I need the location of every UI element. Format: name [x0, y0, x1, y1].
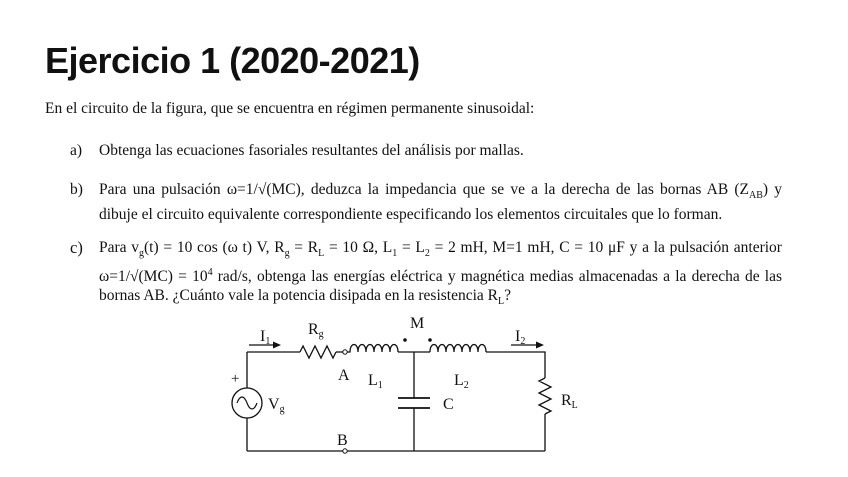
arrow-i1-icon [273, 342, 281, 349]
label-l2: L2 [454, 372, 469, 391]
question-a-label: a) [70, 142, 83, 159]
rg-resistor [300, 346, 336, 358]
label-rl: RL [561, 392, 578, 411]
label-b: B [337, 432, 348, 449]
question-c-text: Para $v_g(t) = 10$ cos (ω t) V, $R_g = R_L = 10$ Ω, $L_1 = L_2 = 2$ mH, M=1 mH, C = 10 μF y a la pulsación anterior $\omega=1/√(MC) = 10^4$ rad/s, obtenga las energías eléctrica y magnética medias almacenadas a la derecha de las bornas AB. ¿Cuánto vale la potencia disipada en la resistencia $R_L$? [99, 239, 782, 308]
rl-resistor [539, 378, 551, 414]
label-rg: Rg [308, 321, 324, 340]
dot-l1-icon [403, 338, 407, 342]
intro-text: En el circuito de la figura, que se encuentra en régimen permanente sinusoidal: [45, 100, 535, 117]
label-vg: Vg [268, 396, 285, 415]
terminal-b [343, 449, 347, 453]
label-c: C [443, 396, 454, 413]
label-l1: L1 [368, 372, 383, 391]
dot-l2-icon [428, 338, 432, 342]
question-b-label: b) [70, 181, 83, 198]
label-m: M [410, 315, 425, 332]
label-plus: + [231, 371, 240, 387]
arrow-i2-icon [536, 342, 544, 349]
l2-coil [430, 345, 486, 353]
label-a: A [338, 367, 350, 384]
l1-coil [347, 345, 398, 353]
question-c-label: c) [70, 238, 83, 257]
page-title: Ejercicio 1 (2020-2021) [45, 40, 420, 81]
label-i2: I2 [515, 328, 526, 347]
terminal-a [343, 350, 347, 354]
question-b-text: Para una pulsación ω=1/√(MC), deduzca la impedancia que se ve a la derecha de las bornas AB $(Z_{AB})$ y dibuje el circuito equivalente correspondiente especificando los elementos circuitales que lo forman. [99, 181, 782, 224]
label-i1: I1 [260, 328, 271, 347]
question-a-text: Obtenga las ecuaciones fasoriales resultantes del análisis por mallas. [99, 142, 524, 159]
